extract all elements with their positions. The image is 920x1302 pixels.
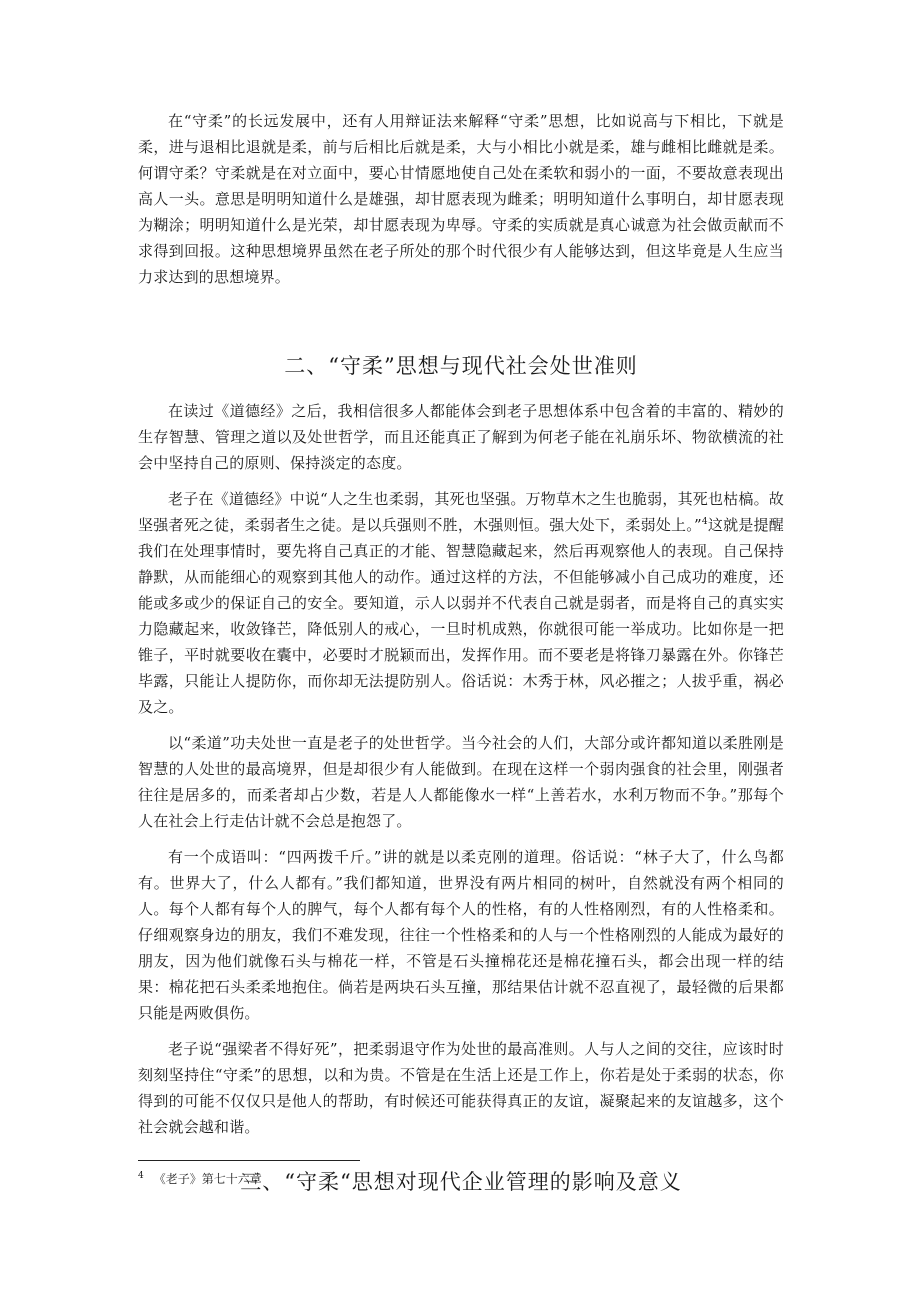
footnote-number: 4 bbox=[138, 1171, 144, 1181]
section-2-paragraph-3: 以“柔道”功夫处世一直是老子的处世哲学。当今社会的人们，大部分或许都知道以柔胜刚是智慧的人处世的最高境界，但是却很少有人能做到。在现在这样一个弱肉强食的社会里，刚强者往往是居多的，而柔者却占少数，若是人人都能像水一样“上善若水，水利万物而不争。”那每个人在社会上行走估计就不会总是抱怨了。 bbox=[138, 734, 784, 830]
paragraph-2-quote: 老子在《道德经》中说“人之生也柔弱，其死也坚强。万物草木之生也脆弱，其死也枯槁。故坚强者死之徒，柔弱者生之徒。是以兵强则不胜，木强则恒。强大处下，柔弱处上。” bbox=[138, 490, 784, 534]
section-2-paragraph-2 bbox=[138, 486, 784, 720]
document-page bbox=[138, 108, 784, 1196]
section-2-paragraph-1: 在读过《道德经》之后，我相信很多人都能体会到老子思想体系中包含着的丰富的、精妙的生存智慧、管理之道以及处世哲学，而且还能真正了解到为何老子能在礼崩乐坏、物欲横流的社会中坚持自己的原则、保持淡定的态度。 bbox=[138, 402, 784, 472]
footnote bbox=[138, 1170, 262, 1188]
section-3-heading: 三、“守柔“思想对现代企业管理的影响及意义 bbox=[240, 1170, 682, 1194]
footnote-divider bbox=[138, 1160, 360, 1161]
footnote-reference-mark[interactable]: 4 bbox=[701, 517, 708, 527]
intro-paragraph: 在“守柔”的长远发展中，还有人用辩证法来解释“守柔”思想，比如说高与下相比，下就是柔，进与退相比退就是柔，前与后相比后就是柔，大与小相比小就是柔，雄与雌相比雌就是柔。何谓守柔？守柔就是在对立面中，要心甘情愿地使自己处在柔软和弱小的一面，不要故意表现出高人一头。意思是明明知道什么是雄强，却甘愿表现为雌柔；明明知道什么事明白，却甘愿表现为糊涂；明明知道什么是光荣，却甘愿表现为卑辱。守柔的实质就是真心诚意为社会做贡献而不求得到回报。这种思想境界虽然在老子所处的那个时代很少有人能够达到，但这毕竟是人生应当力求达到的思想境界。 bbox=[138, 112, 784, 286]
section-2-paragraph-4: 有一个成语叫：“四两拨千斤。”讲的就是以柔克刚的道理。俗话说：“林子大了，什么鸟都有。世界大了，什么人都有。”我们都知道，世界没有两片相同的树叶，自然就没有两个相同的人。每个人都有每个人的脾气，每个人都有每个人的性格，有的人性格刚烈，有的人性格柔和。仔细观察身边的朋友，我们不难发现，往往一个性格柔和的人与一个性格刚烈的人能成为最好的朋友，因为他们就像石头与棉花一样，不管是石头撞棉花还是棉花撞石头，都会出现一样的结果：棉花把石头柔柔地抱住。倘若是两块石头互撞，那结果估计就不忍直视了，最轻微的后果都只能是两败俱伤。 bbox=[138, 848, 784, 1022]
paragraph-2-body: 这就是提醒我们在处理事情时，要先将自己真正的才能、智慧隐藏起来，然后再观察他人的表现。自己保持静默，从而能细心的观察到其他人的动作。通过这样的方法，不但能够减小自己成功的难度，还能或多或少的保证自己的安全。要知道，示人以弱并不代表自己就是弱者，而是将自己的真实实力隐藏起来，收敛锋芒，降低别人的戒心，一旦时机成熟，你就很可能一举成功。比如你是一把锥子，平时就要收在囊中，必要时才脱颖而出，发挥作用。而不要老是将锋刀暴露在外。你锋芒毕露，只能让人提防你，而你却无法提防别人。俗话说：木秀于林，风必摧之；人拔乎重，祸必及之。 bbox=[138, 516, 784, 716]
section-2-paragraph-5: 老子说“强梁者不得好死”，把柔弱退守作为处世的最高准则。人与人之间的交往，应该时时刻刻坚持住“守柔”的思想，以和为贵。不管是在生活上还是工作上，你若是处于柔弱的状态，你得到的可能不仅仅只是他人的帮助，有时候还可能获得真正的友谊，凝聚起来的友谊越多，这个社会就会越和谐。 bbox=[138, 1040, 784, 1136]
footnote-text: 《老子》第七十六章 bbox=[153, 1172, 262, 1186]
section-2-heading: 二、“守柔”思想与现代社会处世准则 bbox=[284, 354, 638, 378]
